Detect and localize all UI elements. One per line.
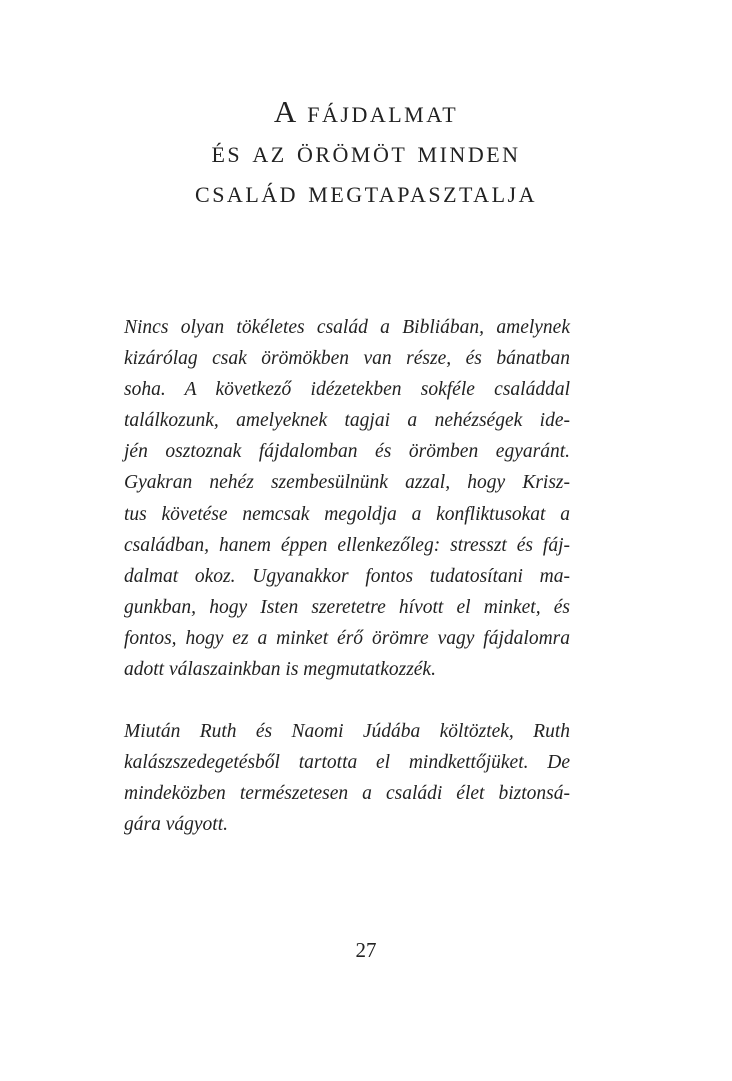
text-line: Gyakran nehéz szembesülnünk azzal, hogy Krisz-: [124, 472, 570, 494]
text-line: családban, hanem éppen ellenkezőleg: stresszt és fáj-: [124, 534, 570, 556]
text-line: kizárólag csak örömökben van része, és bánatban: [124, 348, 570, 370]
text-line: kalászszedegetésből tartotta el mindkettőjüket. De: [124, 752, 570, 774]
text-line: gára vágyott.: [124, 814, 228, 836]
text-line: tus követése nemcsak megoldja a konfliktusokat a: [124, 503, 570, 525]
chapter-title-line-2: és az örömöt minden: [211, 134, 521, 169]
chapter-title-line-1: A fájdalmat: [273, 94, 459, 129]
text-line: adott válaszainkban is megmutatkozzék.: [124, 659, 436, 681]
text-line: fontos, hogy ez a minket érő örömre vagy fájdalomra: [124, 627, 570, 649]
paragraph-1: [124, 312, 570, 685]
text-line: gunkban, hogy Isten szeretetre hívott el minket, és: [124, 596, 570, 618]
chapter-title-line-3: család megtapasztalja: [195, 174, 537, 209]
page-number: 27: [355, 938, 377, 962]
text-line: Nincs olyan tökéletes család a Bibliában, amelynek: [124, 317, 570, 338]
text-line: találkozunk, amelyeknek tagjai a nehézségek ide-: [124, 410, 570, 432]
body-text: [124, 312, 570, 841]
text-line: jén osztoznak fájdalomban és örömben egyaránt.: [124, 441, 570, 463]
text-line: mindeközben természetesen a családi élet biztonsá-: [124, 783, 570, 805]
chapter-title: [0, 92, 732, 212]
text-line: Miután Ruth és Naomi Júdába költöztek, Ruth: [124, 721, 570, 743]
text-line: soha. A következő idézetekben sokféle családdal: [124, 379, 570, 401]
paragraph-2: [124, 716, 570, 840]
text-line: dalmat okoz. Ugyanakkor fontos tudatosítani ma-: [124, 565, 570, 587]
